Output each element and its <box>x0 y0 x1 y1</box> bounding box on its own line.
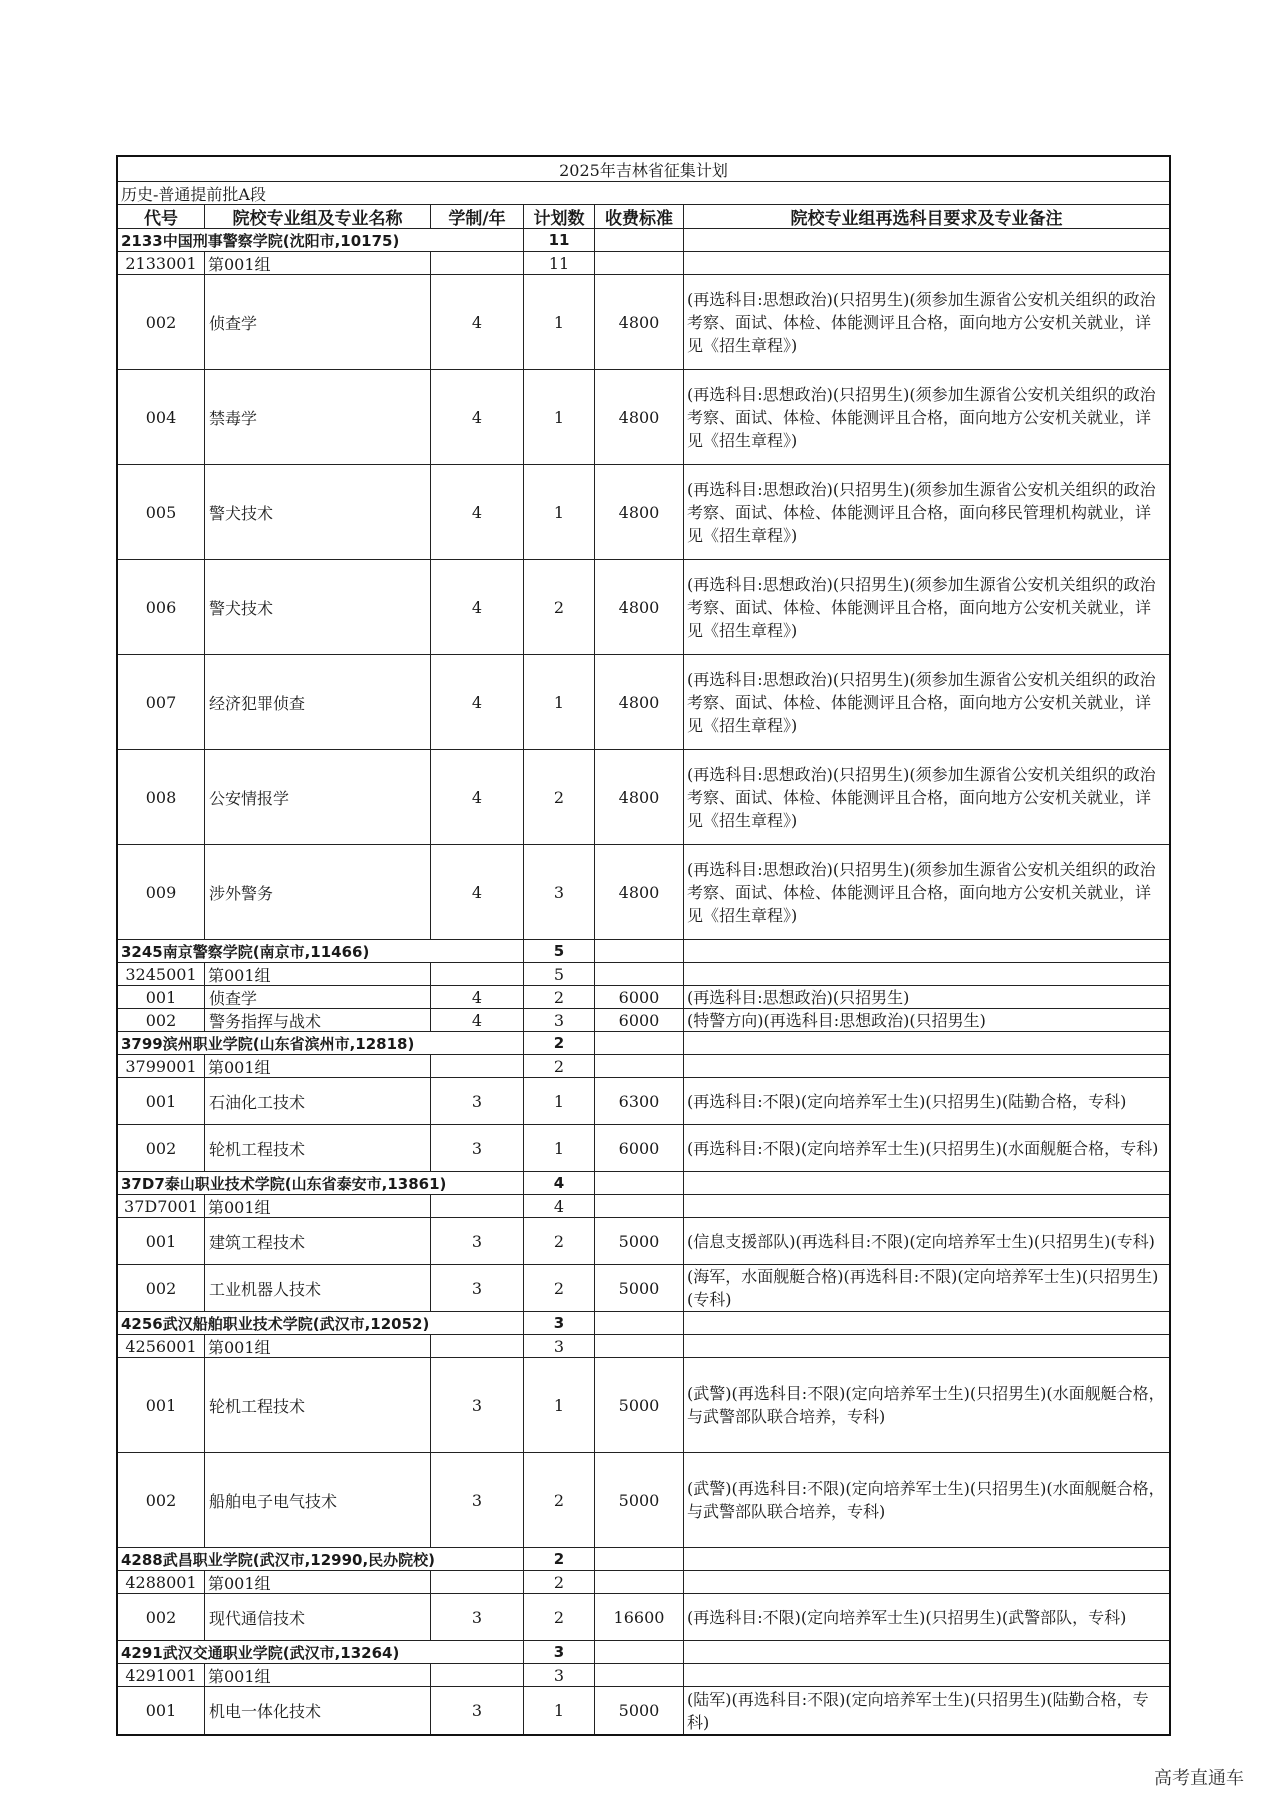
group-name: 第001组 <box>205 1055 431 1077</box>
group-row <box>118 1664 1169 1687</box>
institution-note <box>684 1548 1169 1570</box>
major-plan: 1 <box>524 1687 595 1734</box>
institution-fee <box>595 940 684 962</box>
table-body <box>118 229 1169 1734</box>
institution-name: 4256武汉船舶职业技术学院(武汉市,12052) <box>118 1312 524 1334</box>
group-fee <box>595 1195 684 1217</box>
major-row <box>118 655 1169 750</box>
group-plan: 5 <box>524 963 595 985</box>
major-fee: 4800 <box>595 465 684 559</box>
group-row <box>118 1571 1169 1594</box>
group-name: 第001组 <box>205 963 431 985</box>
group-years <box>431 1664 524 1686</box>
group-fee <box>595 963 684 985</box>
institution-plan: 4 <box>524 1172 595 1194</box>
major-note: (再选科目:思想政治)(只招男生) <box>687 987 910 1007</box>
major-fee: 5000 <box>595 1265 684 1311</box>
major-name: 禁毒学 <box>205 370 431 464</box>
group-note <box>684 963 1169 985</box>
major-row <box>118 560 1169 655</box>
major-name: 建筑工程技术 <box>205 1218 431 1264</box>
institution-name: 3245南京警察学院(南京市,11466) <box>118 940 524 962</box>
major-row <box>118 275 1169 370</box>
major-note: (信息支援部队)(再选科目:不限)(定向培养军士生)(只招男生)(专科) <box>687 1231 1155 1251</box>
major-years: 4 <box>431 655 524 749</box>
major-row <box>118 1358 1169 1453</box>
institution-name: 3799滨州职业学院(山东省滨州市,12818) <box>118 1032 524 1054</box>
major-years: 3 <box>431 1594 524 1640</box>
major-years: 4 <box>431 465 524 559</box>
major-note: (武警)(再选科目:不限)(定向培养军士生)(只招男生)(水面舰艇合格，与武警部队联合培养，专科) <box>687 1479 1165 1521</box>
header-fee: 收费标准 <box>595 205 684 228</box>
major-code: 005 <box>118 465 205 559</box>
major-row <box>118 1009 1169 1032</box>
major-code: 006 <box>118 560 205 654</box>
major-name: 机电一体化技术 <box>205 1687 431 1734</box>
header-notes: 院校专业组再选科目要求及专业备注 <box>790 209 1063 228</box>
major-name: 侦查学 <box>205 986 431 1008</box>
institution-note <box>684 1312 1169 1334</box>
major-name: 船舶电子电气技术 <box>205 1453 431 1547</box>
major-note: (再选科目:思想政治)(只招男生)(须参加生源省公安机关组织的政治考察、面试、体检、体能测评且合格，面向地方公安机关就业，详见《招生章程》) <box>687 764 1156 830</box>
major-note: (再选科目:不限)(定向培养军士生)(只招男生)(陆勤合格，专科) <box>687 1091 1127 1111</box>
major-note: (再选科目:思想政治)(只招男生)(须参加生源省公安机关组织的政治考察、面试、体检、体能测评且合格，面向地方公安机关就业，详见《招生章程》) <box>687 574 1156 640</box>
section-label: 历史-普通提前批A段 <box>121 184 266 204</box>
major-plan: 2 <box>524 1218 595 1264</box>
institution-row <box>118 1172 1169 1195</box>
major-code: 004 <box>118 370 205 464</box>
major-name: 石油化工技术 <box>205 1078 431 1124</box>
major-plan: 2 <box>524 560 595 654</box>
major-plan: 1 <box>524 370 595 464</box>
institution-plan: 11 <box>524 229 595 251</box>
group-fee <box>595 1335 684 1357</box>
major-code: 001 <box>118 1687 205 1734</box>
major-fee: 5000 <box>595 1687 684 1734</box>
group-fee <box>595 1055 684 1077</box>
major-note: (再选科目:不限)(定向培养军士生)(只招男生)(水面舰艇合格，专科) <box>687 1138 1159 1158</box>
major-name: 经济犯罪侦查 <box>205 655 431 749</box>
major-row <box>118 370 1169 465</box>
group-note <box>684 1055 1169 1077</box>
major-years: 3 <box>431 1265 524 1311</box>
major-years: 4 <box>431 1009 524 1031</box>
major-note: (再选科目:思想政治)(只招男生)(须参加生源省公安机关组织的政治考察、面试、体检、体能测评且合格，面向地方公安机关就业，详见《招生章程》) <box>687 289 1156 355</box>
group-fee <box>595 252 684 274</box>
major-row <box>118 465 1169 560</box>
group-name: 第001组 <box>205 1571 431 1593</box>
major-fee: 5000 <box>595 1358 684 1452</box>
institution-name: 37D7泰山职业技术学院(山东省泰安市,13861) <box>118 1172 524 1194</box>
major-years: 3 <box>431 1687 524 1734</box>
major-years: 3 <box>431 1453 524 1547</box>
header-years: 学制/年 <box>431 205 524 228</box>
institution-note <box>684 940 1169 962</box>
header-code: 代号 <box>118 205 205 228</box>
group-code: 37D7001 <box>118 1195 205 1217</box>
institution-fee <box>595 1172 684 1194</box>
group-row <box>118 252 1169 275</box>
institution-note <box>684 1032 1169 1054</box>
group-note <box>684 1335 1169 1357</box>
institution-plan: 3 <box>524 1312 595 1334</box>
group-name: 第001组 <box>205 1335 431 1357</box>
major-note: (再选科目:不限)(定向培养军士生)(只招男生)(武警部队，专科) <box>687 1607 1127 1627</box>
group-years <box>431 1195 524 1217</box>
institution-note <box>684 229 1169 251</box>
group-code: 2133001 <box>118 252 205 274</box>
major-plan: 3 <box>524 845 595 939</box>
enrollment-plan-table <box>116 155 1171 1736</box>
institution-row <box>118 1032 1169 1055</box>
institution-fee <box>595 229 684 251</box>
major-row <box>118 750 1169 845</box>
major-note: (再选科目:思想政治)(只招男生)(须参加生源省公安机关组织的政治考察、面试、体检、体能测评且合格，面向地方公安机关就业，详见《招生章程》) <box>687 384 1156 450</box>
major-fee: 6000 <box>595 1125 684 1171</box>
group-note <box>684 1664 1169 1686</box>
major-years: 4 <box>431 750 524 844</box>
institution-fee <box>595 1641 684 1663</box>
group-code: 4288001 <box>118 1571 205 1593</box>
major-plan: 2 <box>524 1265 595 1311</box>
major-note: (海军，水面舰艇合格)(再选科目:不限)(定向培养军士生)(只招男生)(专科) <box>687 1267 1159 1309</box>
major-row <box>118 1125 1169 1172</box>
major-name: 侦查学 <box>205 275 431 369</box>
major-years: 3 <box>431 1218 524 1264</box>
major-code: 002 <box>118 1125 205 1171</box>
major-note: (陆军)(再选科目:不限)(定向培养军士生)(只招男生)(陆勤合格，专科) <box>687 1689 1149 1732</box>
group-note <box>684 1195 1169 1217</box>
major-code: 001 <box>118 1218 205 1264</box>
major-note: (特警方向)(再选科目:思想政治)(只招男生) <box>687 1010 986 1030</box>
major-name: 轮机工程技术 <box>205 1125 431 1171</box>
institution-row <box>118 1641 1169 1664</box>
major-code: 002 <box>118 1009 205 1031</box>
group-name: 第001组 <box>205 1195 431 1217</box>
group-years <box>431 963 524 985</box>
major-name: 警犬技术 <box>205 465 431 559</box>
major-plan: 1 <box>524 1358 595 1452</box>
major-code: 002 <box>118 1594 205 1640</box>
major-plan: 1 <box>524 275 595 369</box>
group-row <box>118 1055 1169 1078</box>
major-fee: 4800 <box>595 750 684 844</box>
group-row <box>118 1195 1169 1218</box>
major-plan: 1 <box>524 1125 595 1171</box>
major-code: 007 <box>118 655 205 749</box>
group-code: 4291001 <box>118 1664 205 1686</box>
institution-fee <box>595 1312 684 1334</box>
group-row <box>118 963 1169 986</box>
institution-row <box>118 1312 1169 1335</box>
group-note <box>684 252 1169 274</box>
major-name: 警犬技术 <box>205 560 431 654</box>
major-years: 4 <box>431 986 524 1008</box>
major-fee: 4800 <box>595 275 684 369</box>
major-years: 4 <box>431 275 524 369</box>
major-fee: 4800 <box>595 370 684 464</box>
group-name: 第001组 <box>205 252 431 274</box>
major-note: (再选科目:思想政治)(只招男生)(须参加生源省公安机关组织的政治考察、面试、体检、体能测评且合格，面向地方公安机关就业，详见《招生章程》) <box>687 669 1156 735</box>
group-code: 3245001 <box>118 963 205 985</box>
group-code: 4256001 <box>118 1335 205 1357</box>
header-plan: 计划数 <box>524 205 595 228</box>
institution-row <box>118 940 1169 963</box>
group-row <box>118 1335 1169 1358</box>
major-years: 3 <box>431 1125 524 1171</box>
group-note <box>684 1571 1169 1593</box>
major-code: 001 <box>118 1358 205 1452</box>
group-years <box>431 1335 524 1357</box>
major-code: 002 <box>118 1453 205 1547</box>
major-years: 4 <box>431 560 524 654</box>
group-plan: 11 <box>524 252 595 274</box>
major-code: 002 <box>118 275 205 369</box>
institution-name: 2133中国刑事警察学院(沈阳市,10175) <box>118 229 524 251</box>
group-plan: 4 <box>524 1195 595 1217</box>
major-name: 警务指挥与战术 <box>205 1009 431 1031</box>
major-note: (再选科目:思想政治)(只招男生)(须参加生源省公安机关组织的政治考察、面试、体检、体能测评且合格，面向移民管理机构就业，详见《招生章程》) <box>687 479 1156 545</box>
institution-plan: 2 <box>524 1548 595 1570</box>
major-name: 现代通信技术 <box>205 1594 431 1640</box>
major-note: (再选科目:思想政治)(只招男生)(须参加生源省公安机关组织的政治考察、面试、体检、体能测评且合格，面向地方公安机关就业，详见《招生章程》) <box>687 859 1156 925</box>
major-name: 轮机工程技术 <box>205 1358 431 1452</box>
major-plan: 1 <box>524 465 595 559</box>
institution-plan: 2 <box>524 1032 595 1054</box>
major-fee: 4800 <box>595 560 684 654</box>
major-fee: 16600 <box>595 1594 684 1640</box>
major-note: (武警)(再选科目:不限)(定向培养军士生)(只招男生)(水面舰艇合格，与武警部队联合培养，专科) <box>687 1384 1165 1426</box>
major-name: 涉外警务 <box>205 845 431 939</box>
group-years <box>431 1055 524 1077</box>
major-fee: 6300 <box>595 1078 684 1124</box>
institution-note <box>684 1641 1169 1663</box>
group-years <box>431 252 524 274</box>
major-years: 3 <box>431 1078 524 1124</box>
institution-name: 4288武昌职业学院(武汉市,12990,民办院校) <box>118 1548 524 1570</box>
major-plan: 3 <box>524 1009 595 1031</box>
major-row <box>118 1218 1169 1265</box>
institution-plan: 5 <box>524 940 595 962</box>
major-fee: 6000 <box>595 1009 684 1031</box>
major-row <box>118 986 1169 1009</box>
major-plan: 2 <box>524 986 595 1008</box>
header-name: 院校专业组及专业名称 <box>205 205 431 228</box>
major-plan: 1 <box>524 655 595 749</box>
major-plan: 2 <box>524 1594 595 1640</box>
group-name: 第001组 <box>205 1664 431 1686</box>
major-name: 工业机器人技术 <box>205 1265 431 1311</box>
major-code: 001 <box>118 1078 205 1124</box>
major-code: 009 <box>118 845 205 939</box>
major-row <box>118 1687 1169 1734</box>
group-fee <box>595 1664 684 1686</box>
group-plan: 3 <box>524 1335 595 1357</box>
major-row <box>118 1453 1169 1548</box>
major-fee: 4800 <box>595 655 684 749</box>
major-row <box>118 1265 1169 1312</box>
major-years: 4 <box>431 845 524 939</box>
major-code: 001 <box>118 986 205 1008</box>
major-years: 4 <box>431 370 524 464</box>
major-plan: 2 <box>524 750 595 844</box>
institution-note <box>684 1172 1169 1194</box>
group-fee <box>595 1571 684 1593</box>
major-fee: 5000 <box>595 1453 684 1547</box>
major-code: 002 <box>118 1265 205 1311</box>
major-name: 公安情报学 <box>205 750 431 844</box>
major-plan: 1 <box>524 1078 595 1124</box>
group-plan: 2 <box>524 1571 595 1593</box>
major-row <box>118 845 1169 940</box>
group-years <box>431 1571 524 1593</box>
major-fee: 5000 <box>595 1218 684 1264</box>
institution-row <box>118 1548 1169 1571</box>
group-plan: 2 <box>524 1055 595 1077</box>
major-years: 3 <box>431 1358 524 1452</box>
major-row <box>118 1078 1169 1125</box>
major-plan: 2 <box>524 1453 595 1547</box>
institution-fee <box>595 1032 684 1054</box>
institution-row <box>118 229 1169 252</box>
header-row <box>118 205 1169 229</box>
major-fee: 6000 <box>595 986 684 1008</box>
group-plan: 3 <box>524 1664 595 1686</box>
table-title: 2025年吉林省征集计划 <box>559 160 728 180</box>
institution-plan: 3 <box>524 1641 595 1663</box>
major-row <box>118 1594 1169 1641</box>
group-code: 3799001 <box>118 1055 205 1077</box>
institution-name: 4291武汉交通职业学院(武汉市,13264) <box>118 1641 524 1663</box>
institution-fee <box>595 1548 684 1570</box>
watermark: 高考直通车 <box>1154 1768 1244 1789</box>
major-code: 008 <box>118 750 205 844</box>
major-fee: 4800 <box>595 845 684 939</box>
